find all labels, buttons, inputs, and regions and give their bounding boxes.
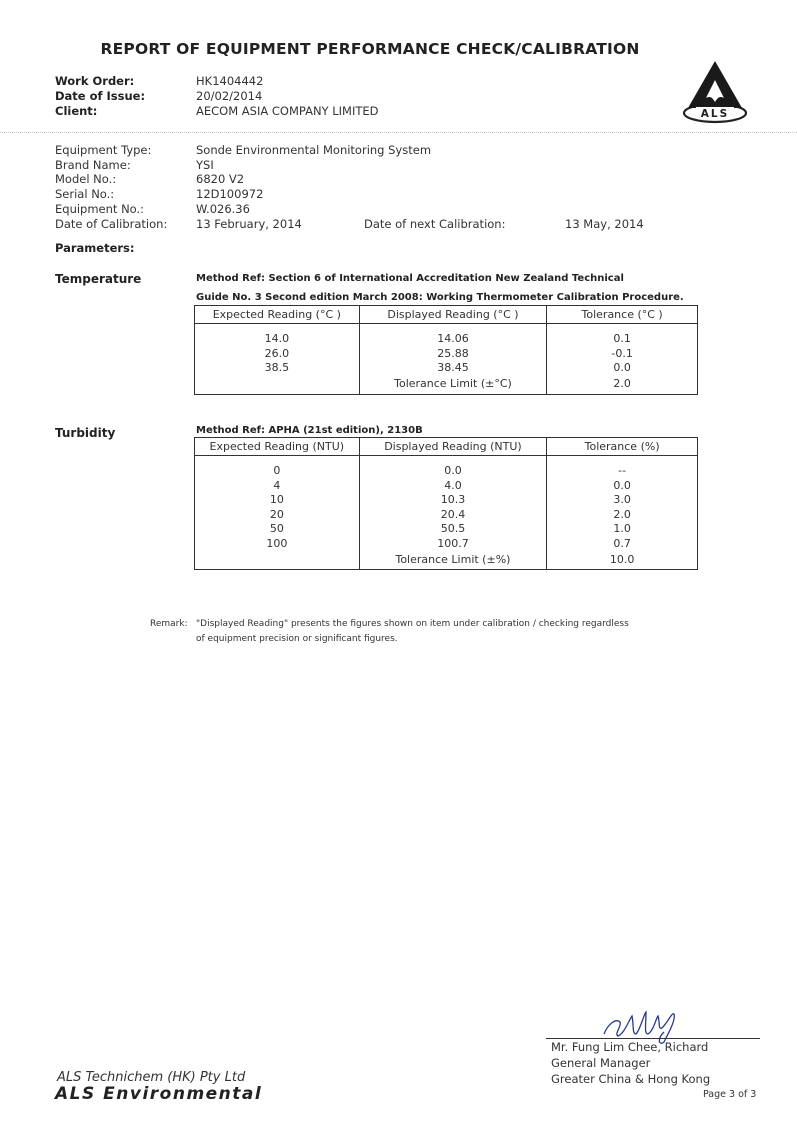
table-row bbox=[195, 347, 698, 362]
equipment-type-label: Equipment Type: bbox=[55, 143, 152, 157]
serial-label: Serial No.: bbox=[55, 187, 115, 201]
turbidity-table bbox=[194, 437, 698, 570]
table-row bbox=[195, 361, 698, 376]
displayed-reading: 20.4 bbox=[359, 508, 547, 523]
table-header-row bbox=[195, 306, 698, 324]
table-row bbox=[195, 332, 698, 347]
calibration-date-value: 13 February, 2014 bbox=[196, 217, 302, 231]
divider bbox=[0, 132, 797, 133]
tolerance-limit-value: 10.0 bbox=[547, 551, 698, 570]
remark-label: Remark: bbox=[150, 619, 188, 629]
brand-label: Brand Name: bbox=[55, 158, 131, 172]
equipment-no-value: W.026.36 bbox=[196, 202, 250, 216]
expected-reading: 50 bbox=[195, 522, 360, 537]
tolerance-value: 0.1 bbox=[547, 332, 698, 347]
work-order-value: HK1404442 bbox=[196, 74, 264, 88]
expected-reading: 26.0 bbox=[195, 347, 360, 362]
temperature-label: Temperature bbox=[55, 272, 142, 286]
signature-line bbox=[546, 1038, 760, 1039]
tolerance-limit-label: Tolerance Limit (±°C) bbox=[359, 376, 547, 395]
remark-line2: of equipment precision or significant figures. bbox=[196, 634, 398, 644]
displayed-reading: 14.06 bbox=[359, 332, 547, 347]
turbidity-method-line1: Method Ref: APHA (21st edition), 2130B bbox=[196, 425, 423, 436]
footer-brand-logo: ALS Environmental bbox=[55, 1084, 263, 1104]
displayed-reading: 100.7 bbox=[359, 537, 547, 552]
remark-line1: "Displayed Reading" presents the figures shown on item under calibration / checking regardless bbox=[196, 619, 629, 629]
report-title: REPORT OF EQUIPMENT PERFORMANCE CHECK/CALIBRATION bbox=[100, 40, 640, 58]
column-header: Expected Reading (NTU) bbox=[195, 438, 360, 456]
next-calibration-label: Date of next Calibration: bbox=[364, 217, 506, 231]
column-header: Displayed Reading (°C ) bbox=[359, 306, 547, 324]
footer-company: ALS Technichem (HK) Pty Ltd bbox=[57, 1070, 246, 1085]
temperature-method-line2: Guide No. 3 Second edition March 2008: Working Thermometer Calibration Procedure. bbox=[196, 292, 684, 303]
tolerance-value: 0.0 bbox=[547, 361, 698, 376]
expected-reading: 100 bbox=[195, 537, 360, 552]
tolerance-limit-row bbox=[195, 376, 698, 395]
work-order-label: Work Order: bbox=[55, 74, 135, 88]
displayed-reading: 10.3 bbox=[359, 493, 547, 508]
tolerance-limit-value: 2.0 bbox=[547, 376, 698, 395]
column-header: Expected Reading (°C ) bbox=[195, 306, 360, 324]
tolerance-value: -- bbox=[547, 464, 698, 479]
displayed-reading: 50.5 bbox=[359, 522, 547, 537]
tolerance-value: 0.7 bbox=[547, 537, 698, 552]
displayed-reading: 0.0 bbox=[359, 464, 547, 479]
serial-value: 12D100972 bbox=[196, 187, 264, 201]
page-number: Page 3 of 3 bbox=[703, 1089, 757, 1100]
table-row bbox=[195, 537, 698, 552]
tolerance-value: -0.1 bbox=[547, 347, 698, 362]
tolerance-value: 3.0 bbox=[547, 493, 698, 508]
table-row bbox=[195, 522, 698, 537]
client-label: Client: bbox=[55, 104, 98, 118]
turbidity-label: Turbidity bbox=[55, 426, 116, 440]
svg-text:ALS: ALS bbox=[700, 108, 730, 120]
brand-value: YSI bbox=[196, 158, 214, 172]
tolerance-limit-row bbox=[195, 551, 698, 570]
table-header-row bbox=[195, 438, 698, 456]
calibration-date-label: Date of Calibration: bbox=[55, 217, 168, 231]
expected-reading: 14.0 bbox=[195, 332, 360, 347]
model-label: Model No.: bbox=[55, 172, 117, 186]
temperature-table bbox=[194, 305, 698, 395]
date-issue-label: Date of Issue: bbox=[55, 89, 146, 103]
column-header: Tolerance (°C ) bbox=[547, 306, 698, 324]
signatory-name: Mr. Fung Lim Chee, Richard bbox=[551, 1040, 709, 1054]
displayed-reading: 25.88 bbox=[359, 347, 547, 362]
column-header: Displayed Reading (NTU) bbox=[359, 438, 547, 456]
displayed-reading: 38.45 bbox=[359, 361, 547, 376]
model-value: 6820 V2 bbox=[196, 172, 245, 186]
signatory-region: Greater China & Hong Kong bbox=[551, 1072, 711, 1086]
tolerance-value: 2.0 bbox=[547, 508, 698, 523]
displayed-reading: 4.0 bbox=[359, 479, 547, 494]
client-value: AECOM ASIA COMPANY LIMITED bbox=[196, 104, 379, 118]
tolerance-limit-label: Tolerance Limit (±%) bbox=[359, 551, 547, 570]
expected-reading: 20 bbox=[195, 508, 360, 523]
expected-reading: 4 bbox=[195, 479, 360, 494]
expected-reading: 0 bbox=[195, 464, 360, 479]
equipment-no-label: Equipment No.: bbox=[55, 202, 145, 216]
next-calibration-value: 13 May, 2014 bbox=[565, 217, 644, 231]
column-header: Tolerance (%) bbox=[547, 438, 698, 456]
date-issue-value: 20/02/2014 bbox=[196, 89, 263, 103]
signatory-title: General Manager bbox=[551, 1056, 651, 1070]
expected-reading: 38.5 bbox=[195, 361, 360, 376]
parameters-label: Parameters: bbox=[55, 241, 135, 255]
table-row bbox=[195, 508, 698, 523]
tolerance-value: 0.0 bbox=[547, 479, 698, 494]
table-row bbox=[195, 464, 698, 479]
temperature-method-line1: Method Ref: Section 6 of International Accreditation New Zealand Technical bbox=[196, 273, 624, 284]
equipment-type-value: Sonde Environmental Monitoring System bbox=[196, 143, 432, 157]
table-row bbox=[195, 479, 698, 494]
table-row bbox=[195, 493, 698, 508]
expected-reading: 10 bbox=[195, 493, 360, 508]
als-logo-icon bbox=[676, 58, 754, 128]
tolerance-value: 1.0 bbox=[547, 522, 698, 537]
als-logo bbox=[676, 58, 754, 128]
